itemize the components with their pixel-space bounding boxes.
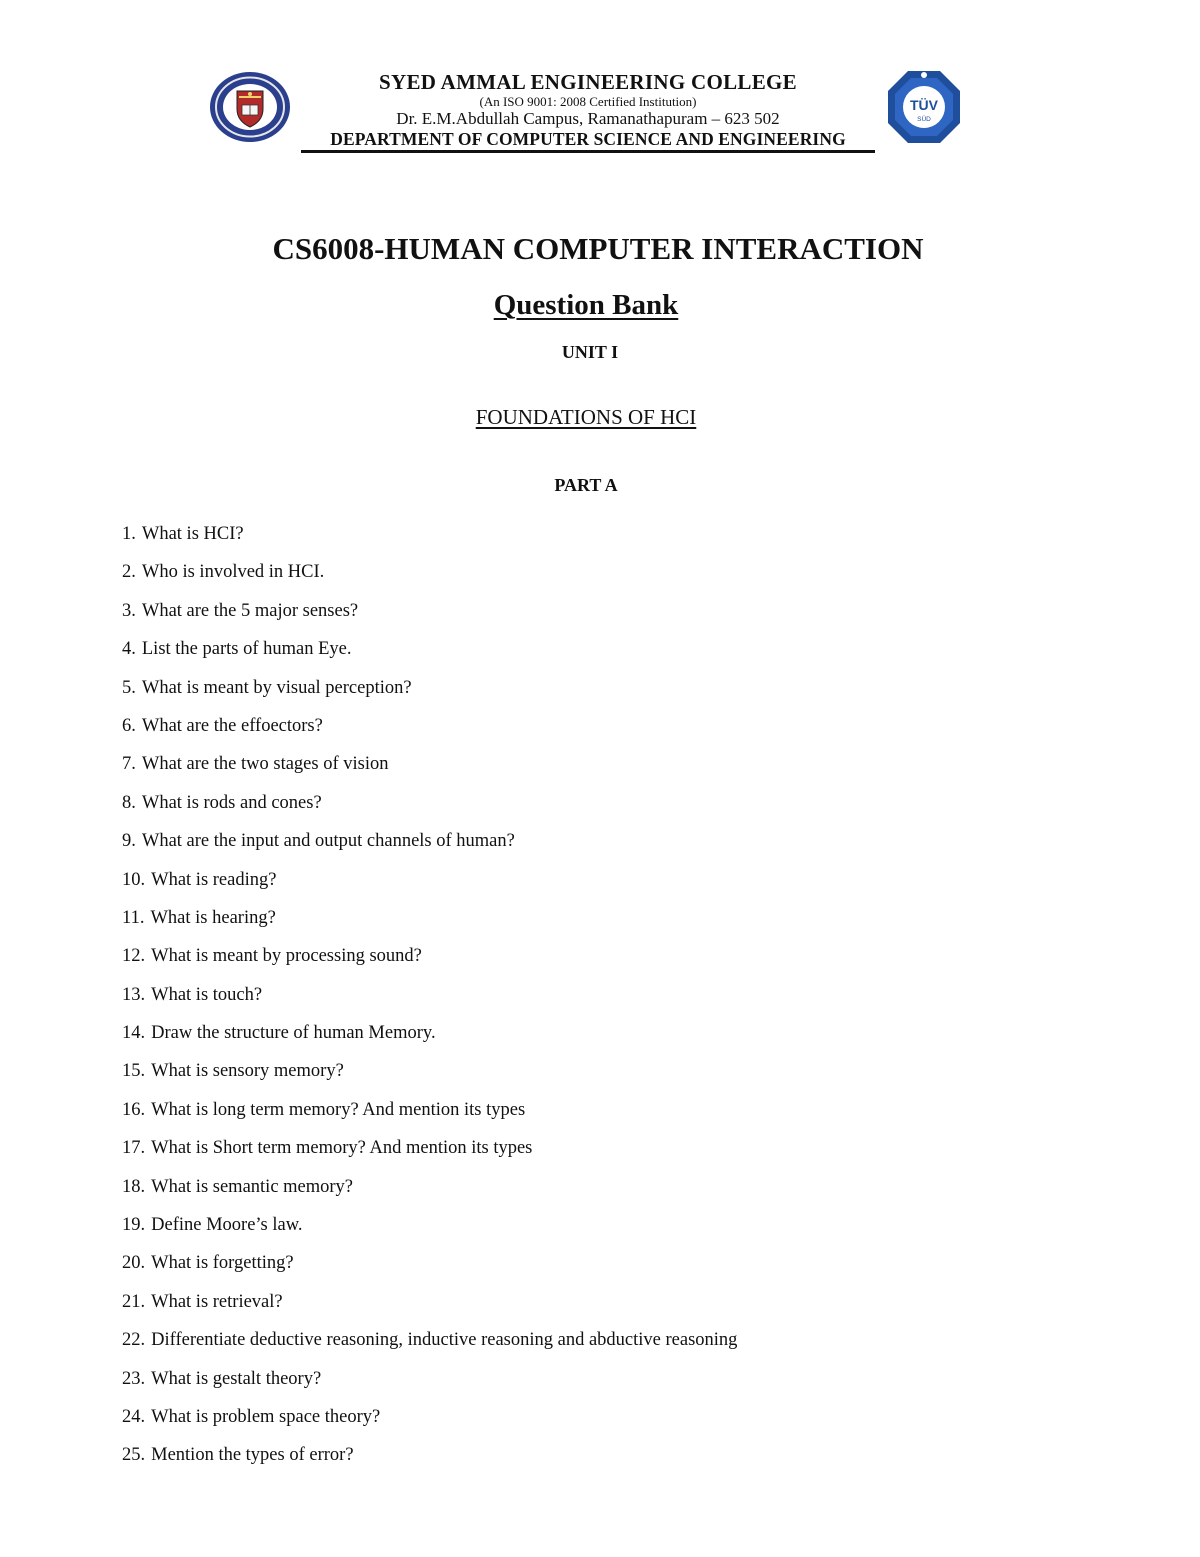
question-item	[122, 676, 1122, 714]
question-item	[122, 1059, 1122, 1097]
question-text: What is retrieval?	[151, 1291, 283, 1312]
question-item	[122, 906, 1122, 944]
question-number: 8.	[122, 792, 136, 813]
unit-label: UNIT I	[561, 342, 619, 362]
unit-title: FOUNDATIONS OF HCI	[475, 405, 697, 429]
question-text: What are the 5 major senses?	[141, 600, 359, 621]
question-number: 21.	[122, 1291, 146, 1312]
question-text: What are the two stages of vision	[141, 754, 389, 775]
question-text: What is meant by processing sound?	[151, 946, 422, 967]
question-number: 4.	[122, 639, 136, 660]
question-number: 19.	[122, 1215, 146, 1236]
question-item	[122, 1175, 1122, 1213]
question-text: What is semantic memory?	[151, 1176, 354, 1197]
question-number: 15.	[122, 1061, 146, 1082]
question-item	[122, 1213, 1122, 1251]
question-text: What is sensory memory?	[151, 1061, 344, 1082]
tuv-sub-text: SÜD	[917, 116, 931, 123]
tuv-sud-certification-icon	[886, 69, 962, 145]
question-text: What are the input and output channels of human?	[141, 831, 515, 852]
college-header	[300, 70, 876, 150]
question-number: 11.	[122, 907, 145, 928]
question-item	[122, 868, 1122, 906]
question-item	[122, 637, 1122, 675]
question-text: What is meant by visual perception?	[141, 677, 412, 698]
question-item	[122, 599, 1122, 637]
question-item	[122, 1328, 1122, 1366]
question-item	[122, 944, 1122, 982]
question-item	[122, 1290, 1122, 1328]
question-text: Mention the types of error?	[151, 1445, 354, 1466]
question-number: 5.	[122, 677, 136, 698]
question-number: 12.	[122, 946, 146, 967]
question-number: 13.	[122, 984, 146, 1005]
question-text: What are the effoectors?	[141, 715, 323, 736]
question-item	[122, 1021, 1122, 1059]
department-name: DEPARTMENT OF COMPUTER SCIENCE AND ENGINEERING	[330, 129, 846, 149]
document-subtitle: Question Bank	[493, 289, 679, 321]
question-item	[122, 752, 1122, 790]
question-text: List the parts of human Eye.	[141, 639, 352, 660]
question-text: Draw the structure of human Memory.	[151, 1023, 436, 1044]
letterhead	[0, 0, 1200, 170]
question-text: What is problem space theory?	[151, 1406, 381, 1427]
certification-line: (An ISO 9001: 2008 Certified Institution)	[479, 94, 697, 109]
question-item	[122, 1405, 1122, 1443]
question-text: What is gestalt theory?	[151, 1368, 322, 1389]
question-number: 9.	[122, 831, 136, 852]
question-list	[122, 522, 1122, 1482]
question-item	[122, 1367, 1122, 1405]
question-text: What is forgetting?	[151, 1253, 294, 1274]
question-item	[122, 1098, 1122, 1136]
question-text: What is rods and cones?	[141, 792, 322, 813]
question-item	[122, 1443, 1122, 1481]
question-number: 6.	[122, 715, 136, 736]
question-number: 2.	[122, 562, 136, 583]
question-text: What is hearing?	[150, 907, 276, 928]
part-label: PART A	[554, 475, 618, 495]
question-item	[122, 983, 1122, 1021]
question-text: What is reading?	[151, 869, 277, 890]
question-number: 16.	[122, 1099, 146, 1120]
question-number: 3.	[122, 600, 136, 621]
question-item	[122, 522, 1122, 560]
question-text: What is Short term memory? And mention its types	[151, 1138, 533, 1159]
question-text: Define Moore’s law.	[151, 1215, 303, 1236]
question-text: What is long term memory? And mention its types	[151, 1099, 526, 1120]
question-item	[122, 560, 1122, 598]
question-text: What is HCI?	[141, 524, 244, 544]
question-number: 18.	[122, 1176, 146, 1197]
question-item	[122, 1251, 1122, 1289]
course-title: CS6008-HUMAN COMPUTER INTERACTION	[272, 231, 924, 266]
question-number: 14.	[122, 1023, 146, 1044]
question-item	[122, 829, 1122, 867]
question-number: 10.	[122, 869, 146, 890]
college-address: Dr. E.M.Abdullah Campus, Ramanathapuram – 623 502	[396, 109, 780, 128]
question-text: Differentiate deductive reasoning, inductive reasoning and abductive reasoning	[151, 1330, 738, 1351]
question-number: 20.	[122, 1253, 146, 1274]
header-divider	[301, 150, 875, 153]
question-text: What is touch?	[151, 984, 263, 1005]
tuv-mark-text: TÜV	[910, 97, 938, 113]
college-name: SYED AMMAL ENGINEERING COLLEGE	[379, 70, 797, 94]
question-number: 1.	[122, 524, 136, 544]
question-number: 24.	[122, 1406, 146, 1427]
question-text: Who is involved in HCI.	[141, 562, 325, 583]
question-item	[122, 714, 1122, 752]
question-number: 22.	[122, 1330, 146, 1351]
question-item	[122, 1136, 1122, 1174]
question-number: 25.	[122, 1445, 146, 1466]
question-item	[122, 791, 1122, 829]
question-number: 23.	[122, 1368, 146, 1389]
question-number: 7.	[122, 754, 136, 775]
college-crest-icon	[209, 71, 291, 143]
question-number: 17.	[122, 1138, 146, 1159]
